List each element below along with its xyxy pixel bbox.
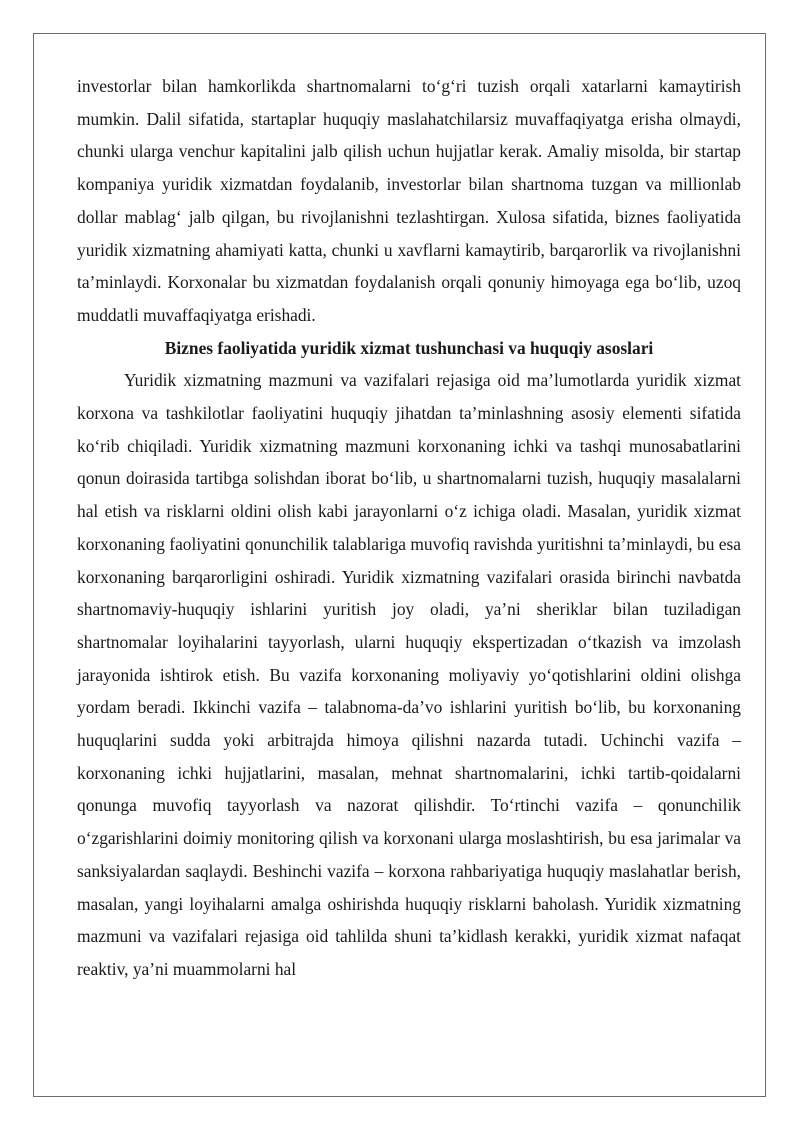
document-body [77,70,741,986]
section-heading: Biznes faoliyatida yuridik xizmat tushunchasi va huquqiy asoslari [164,337,654,358]
paragraph-section-body: Yuridik xizmatning mazmuni va vazifalari rejasiga oid ma’lumotlarda yuridik xizmat korxona va tashkilotlar faoliyatini huquqiy jihatdan ta’minlashning asosiy elementi sifatida ko‘rib chiqiladi. Yuridik xizmatning mazmuni korxonaning ichki va tashqi munosabatlarini qonun doirasida tartibga solishdan iborat bo‘lib, u shartnomalarni tuzish, huquqiy masalalarni hal etish va risklarni oldini olish kabi jarayonlarni o‘z ichiga oladi. Masalan, yuridik xizmat korxonaning faoliyatini qonunchilik talablariga muvofiq ravishda yuritishni ta’minlaydi, bu esa korxonaning barqarorligini oshiradi. Yuridik xizmatning vazifalari orasida birinchi navbatda shartnomaviy-huquqiy ishlarini yuritish joy oladi, ya’ni sheriklar bilan tuziladigan shartnomalar loyihalarini tayyorlash, ularni huquqiy ekspertizadan o‘tkazish va imzolash jarayonida ishtirok etish. Bu vazifa korxonaning moliyaviy yo‘qotishlarini oldini olishga yordam beradi. Ikkinchi vazifa – talabnoma-da’vo ishlarini yuritish bo‘lib, bu korxonaning huquqlarini sudda yoki arbitrajda himoya qilishni nazarda tutadi. Uchinchi vazifa – korxonaning ichki hujjatlarini, masalan, mehnat shartnomalarini, ichki tartib-qoidalarni qonunga muvofiq tayyorlash va nazorat qilishdir. To‘rtinchi vazifa – qonunchilik o‘zgarishlarini doimiy monitoring qilish va korxonani ularga moslashtirish, bu esa jarimalar va sanksiyalardan saqlaydi. Beshinchi vazifa – korxona rahbariyatiga huquqiy maslahatlar berish, masalan, yangi loyihalarni amalga oshirishda huquqiy risklarni baholash. Yuridik xizmatning mazmuni va vazifalari rejasiga oid tahlilda shuni ta’kidlash kerakki, yuridik xizmat nafaqat reaktiv, ya’ni muammolarni hal [77,370,741,979]
paragraph-intro-continuation: investorlar bilan hamkorlikda shartnomalarni to‘g‘ri tuzish orqali xatarlarni kamaytirish mumkin. Dalil sifatida, startaplar huquqiy maslahatchilarsiz muvaffaqiyatga erisha olmaydi, chunki ularga venchur kapitalini jalb qilish uchun hujjatlar kerak. Amaliy misolda, bir startap kompaniya yuridik xizmatdan foydalanib, investorlar bilan shartnoma tuzgan va millionlab dollar mablag‘ jalb qilgan, bu rivojlanishni tezlashtirgan. Xulosa sifatida, biznes faoliyatida yuridik xizmatning ahamiyati katta, chunki u xavflarni kamaytirib, barqarorlik va rivojlanishni ta’minlaydi. Korxonalar bu xizmatdan foydalanish orqali qonuniy himoyaga ega bo‘lib, uzoq muddatli muvaffaqiyatga erishadi. [77,76,741,325]
